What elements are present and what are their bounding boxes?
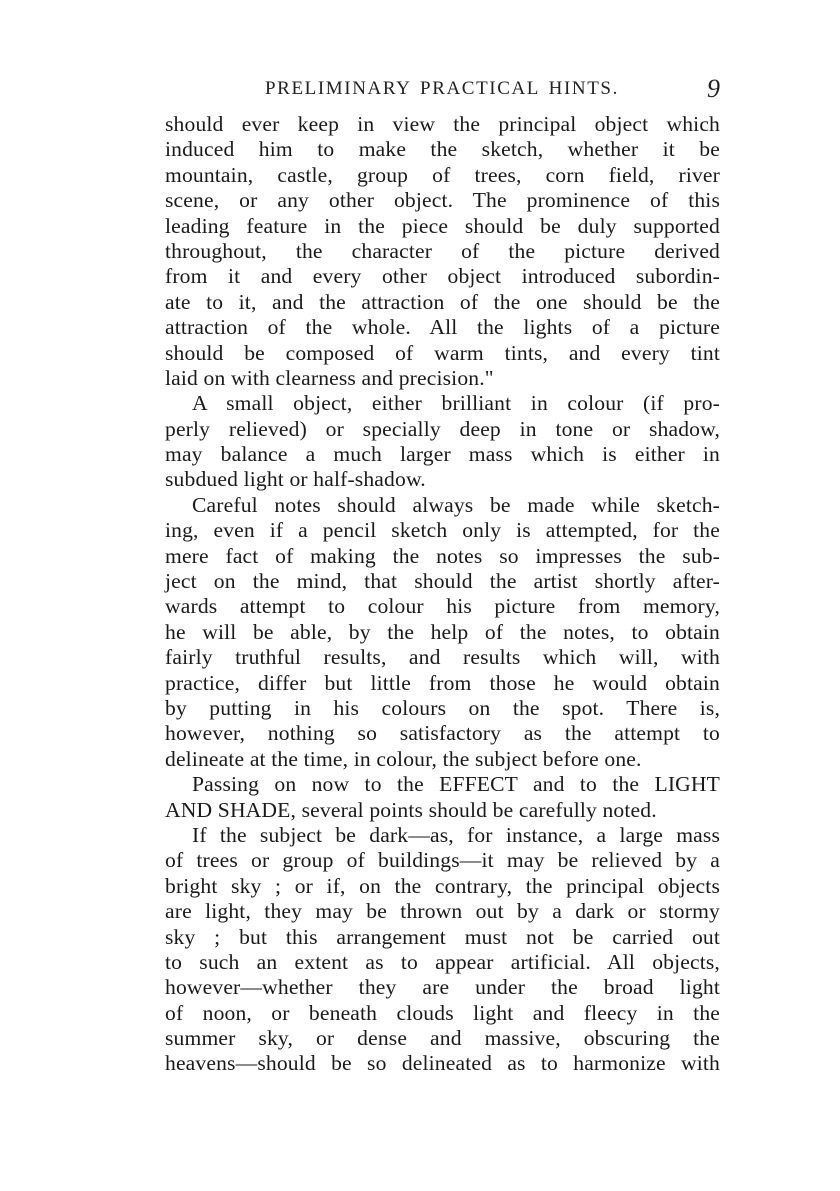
running-head bbox=[165, 74, 720, 112]
text-line: ate to it, and the attraction of the one should be the bbox=[165, 289, 720, 314]
text-line: throughout, the character of the picture derived bbox=[165, 238, 720, 263]
text-line: Careful notes should always be made while sketch- bbox=[192, 492, 720, 517]
text-line: ject on the mind, that should the artist shortly after- bbox=[165, 569, 720, 594]
text-line: mere fact of making the notes so impresses the sub- bbox=[165, 543, 720, 568]
text-line: however, nothing so satisfactory as the attempt to bbox=[165, 721, 720, 746]
text-line: attraction of the whole. All the lights of a picture bbox=[165, 315, 720, 340]
text-line: perly relieved) or specially deep in tone or shadow, bbox=[165, 416, 720, 441]
text-line: fairly truthful results, and results which will, with bbox=[165, 645, 720, 670]
text-line: A small object, either brilliant in colour (if pro- bbox=[192, 391, 720, 416]
page-number: 9 bbox=[707, 74, 720, 103]
text-line: may balance a much larger mass which is either in bbox=[165, 442, 720, 467]
text-line: should be composed of warm tints, and every tint bbox=[165, 340, 720, 365]
text-line: heavens—should be so delineated as to harmonize with bbox=[165, 1051, 720, 1076]
text-line: from it and every other object introduced subordin- bbox=[165, 264, 720, 289]
text-line: AND SHADE, several points should be carefully noted. bbox=[165, 797, 657, 822]
text-line: of noon, or beneath clouds light and fleecy in the bbox=[165, 1000, 720, 1025]
text-line: induced him to make the sketch, whether it be bbox=[165, 137, 720, 162]
book-page bbox=[165, 74, 720, 1077]
text-line: of trees or group of buildings—it may be relieved by a bbox=[165, 848, 720, 873]
text-line: wards attempt to colour his picture from memory, bbox=[165, 594, 720, 619]
text-line: practice, differ but little from those he would obtain bbox=[165, 670, 720, 695]
text-line: delineate at the time, in colour, the subject before one. bbox=[165, 746, 642, 771]
text-line: however—whether they are under the broad light bbox=[165, 975, 720, 1000]
body-text bbox=[165, 112, 720, 1077]
text-line: summer sky, or dense and massive, obscuring the bbox=[165, 1026, 720, 1051]
text-line: should ever keep in view the principal object which bbox=[165, 112, 720, 136]
text-line: are light, they may be thrown out by a dark or stormy bbox=[165, 899, 720, 924]
text-line: mountain, castle, group of trees, corn field, river bbox=[165, 162, 720, 187]
text-line: sky ; but this arrangement must not be carried out bbox=[165, 924, 720, 949]
running-title: PRELIMINARY PRACTICAL HINTS. bbox=[265, 78, 619, 99]
text-line: scene, or any other object. The prominence of this bbox=[165, 188, 720, 213]
text-line: he will be able, by the help of the notes, to obtain bbox=[165, 619, 720, 644]
text-line: laid on with clearness and precision." bbox=[165, 365, 494, 390]
text-line: If the subject be dark—as, for instance, a large mass bbox=[192, 822, 720, 847]
text-line: subdued light or half-shadow. bbox=[165, 467, 426, 492]
text-line: leading feature in the piece should be duly supported bbox=[165, 213, 720, 238]
text-line: to such an extent as to appear artificial. All objects, bbox=[165, 949, 720, 974]
text-line: Passing on now to the EFFECT and to the LIGHT bbox=[192, 772, 720, 797]
text-line: ing, even if a pencil sketch only is attempted, for the bbox=[165, 518, 720, 543]
text-line: bright sky ; or if, on the contrary, the principal objects bbox=[165, 873, 720, 898]
text-line: by putting in his colours on the spot. There is, bbox=[165, 695, 720, 720]
